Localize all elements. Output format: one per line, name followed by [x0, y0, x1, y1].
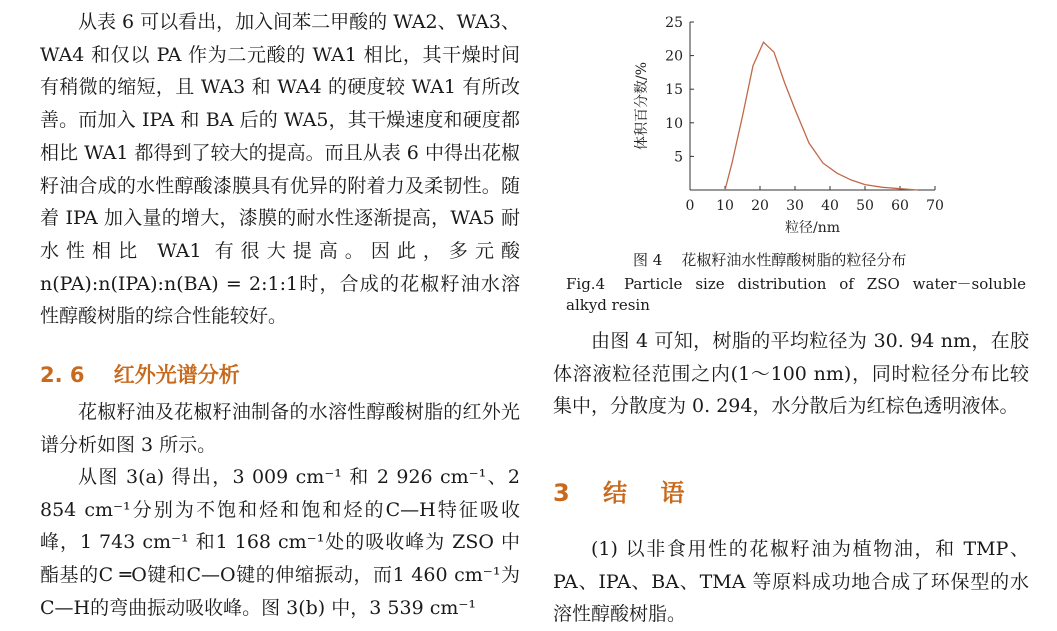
x-tick-label: 60	[891, 198, 909, 214]
y-tick-label: 25	[665, 15, 683, 31]
x-tick-label: 40	[821, 198, 839, 214]
x-tick-label: 50	[856, 198, 874, 214]
figure-label-en: Fig.4	[566, 275, 606, 293]
x-tick-label: 10	[716, 198, 734, 214]
figure-caption-en	[566, 274, 1026, 316]
y-axis-label: 体积百分数/%	[634, 61, 650, 151]
section-heading-ir: 2. 6 红外光谱分析	[40, 363, 240, 387]
x-tick-label: 30	[786, 198, 804, 214]
particle-size-chart	[633, 8, 953, 238]
x-tick-label: 70	[926, 198, 944, 214]
paragraph-ir-peaks: 从图 3(a) 得出，3 009 cm⁻¹ 和 2 926 cm⁻¹、2 854 cm⁻¹分别为不饱和烃和饱和烃的C—H特征吸收峰，1 743 cm⁻¹ 和1 168 cm⁻¹处的吸收峰为 ZSO 中酯基的C ═O键和C—O键的伸缩振动，而1 460 cm⁻¹为C—H的弯曲振动吸收峰。图 3(b) 中，3 539 cm⁻¹	[40, 466, 520, 619]
y-tick-label: 15	[665, 82, 683, 99]
figure-caption-cn: 图 4 花椒籽油水性醇酸树脂的粒径分布	[633, 251, 907, 269]
x-tick-label: 20	[751, 198, 769, 214]
y-tick-label: 5	[674, 149, 683, 166]
section-heading-conclusion: 3 结 语	[553, 479, 685, 507]
figure-caption-en-text: Particle size distribution of ZSO water－soluble alkyd resin	[566, 275, 1026, 314]
y-tick-label: 10	[665, 115, 683, 132]
paragraph-table6-analysis: 从表 6 可以看出，加入间苯二甲酸的 WA2、WA3、WA4 和仅以 PA 作为二元酸的 WA1 相比，其干燥时间有稍微的缩短，且 WA3 和 WA4 的硬度较 WA1 有所改善。而加入 IPA 和 BA 后的 WA5，其干燥速度和硬度都相比 WA1 都得到了较大的提高。而且从表 6 中得出花椒籽油合成的水性醇酸漆膜具有优异的附着力及柔韧性。随着 IPA 加入量的增大，漆膜的耐水性逐渐提高，WA5 耐水性相比 WA1 有很大提高。因此，多元酸 n(PA):n(IPA):n(BA) = 2:1:1时，合成的花椒籽油水溶性醇酸树脂的综合性能较好。	[40, 11, 520, 328]
y-tick-label: 20	[665, 48, 683, 65]
size-distribution-line	[725, 42, 918, 190]
paragraph-particle-size: 由图 4 可知，树脂的平均粒径为 30. 94 nm，在胶体溶液粒径范围之内(1～100 nm)，同时粒径分布比较集中，分散度为 0. 294，水分散后为红棕色透明液体。	[553, 330, 1029, 418]
paragraph-ir-intro: 花椒籽油及花椒籽油制备的水溶性醇酸树脂的红外光谱分析如图 3 所示。	[40, 401, 520, 456]
paragraph-conclusion-1: (1) 以非食用性的花椒籽油为植物油，和 TMP、PA、IPA、BA、TMA 等原料成功地合成了环保型的水溶性醇酸树脂。	[553, 538, 1029, 626]
x-tick-label: 0	[685, 198, 695, 214]
x-axis-label: 粒径/nm	[784, 220, 841, 236]
